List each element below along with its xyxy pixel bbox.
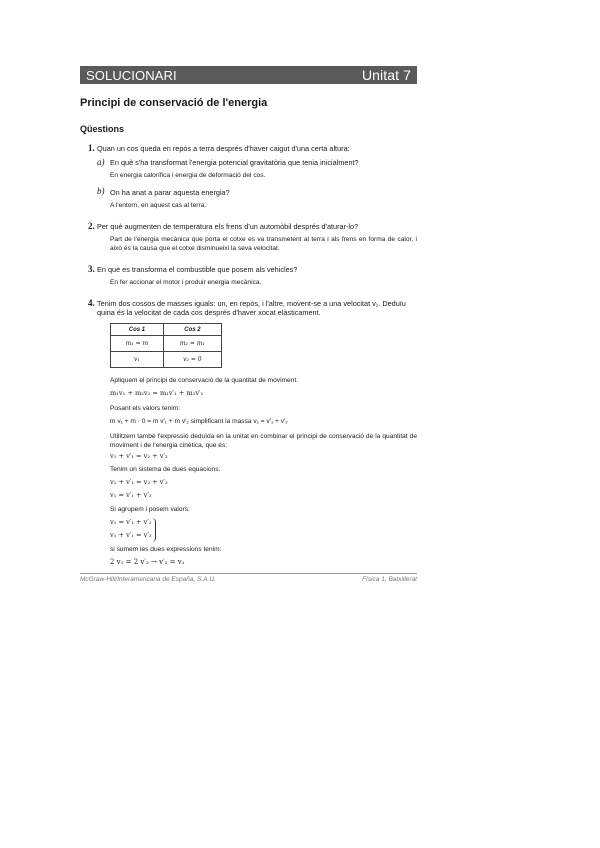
footer-rule [80,573,417,574]
q1b-answer: A l'entorn, en aquest cas al terra. [110,202,207,209]
q4-line-7: Tenim un sistema de dues equacions: [110,466,221,473]
q2-answer: Part de l'energia mecànica que porta el cotxe es va transmetent al terra i als frens en forma de calor, i això és la causa que el cotxe disminueixi la seva velocitat. [110,236,417,253]
table-cell: m₂ = m₁ [163,336,221,352]
header-right: Unitat 7 [361,67,411,83]
table-row [111,336,222,352]
table-header-row [111,324,222,336]
q4-equation-result: 2 v₁ = 2 v′₂ → v′₂ = v₁ [110,558,185,566]
q3-answer: En fer accionar el motor i produir energia mecànica. [110,279,262,286]
q4-equation-4: v₁ = v′₁ + v′₂ [110,518,152,526]
q4-equation-5: v₁ + v′₁ = v′₂ [110,531,152,539]
q1b-text: On ha anat a parar aquesta energia? [110,188,230,197]
q2-number: 2. [88,221,95,231]
q4-paragraph: Utilitzem també l'expressió deduïda en la unitat en combinar el principi de conservació de la quantitat de moviment i de l'energia cinètica, que és: [110,433,417,450]
q1a-answer: En energia calorífica i energia de deformació del cos. [110,172,266,179]
q4-number: 4. [88,298,95,308]
q4-text-line2: quina és la velocitat de cada cos després d'haver xocat elàsticament. [97,308,321,317]
footer-publisher: McGraw-Hill/Interamericana de España, S.A.U. [80,576,216,583]
header-bar [80,66,417,84]
page-title: Principi de conservació de l'energia [80,97,268,109]
q3-number: 3. [88,264,95,274]
q4-equation-2: v₁ + v′₁ = v₂ + v′₂ [110,478,168,486]
q2-text: Per què augmenten de temperatura els frens d'un automòbil després d'aturar-lo? [97,222,359,231]
q4-text-line1: Tenim dos cossos de masses iguals: un, en repòs, i l'altre, movent-se a una velocitat v₁. Deduïu [97,299,406,308]
table-cell: v₁ [111,352,164,368]
q1a-letter: a) [97,157,105,167]
footer-book: Física 1. Batxillerat [362,576,417,583]
q4-line-4: m v₁ + m · 0 = m v′₁ + m v′₂ simplificant la massa v₁ = v′₁ + v′₂ [110,418,288,425]
q4-line-1: Apliquem el principi de conservació de la quantitat de moviment. [110,377,299,384]
table-row [111,352,222,368]
table-cell: m₁ = m [111,336,164,352]
section-heading: Qüestions [80,124,125,134]
header-left: SOLUCIONARI [86,67,177,83]
q1-text: Quan un cos queda en repós a terra després d'haver caigut d'una certa altura: [97,144,350,153]
table-cell: v₂ = 0 [163,352,221,368]
bodies-table [110,323,222,368]
q3-text: En què es transforma el combustible que posem als vehicles? [97,265,298,274]
q4-equation-1: v₁ + v′₁ = v₂ + v′₂ [110,452,168,460]
system-brace [151,518,156,542]
q1-number: 1. [88,143,95,153]
q1a-text: En què s'ha transformat l'energia potencial gravitatòria que tenia inicialment? [110,158,359,167]
table-header-cell: Cos 1 [111,324,164,336]
q4-line-13: si sumem les dues expressions tenim: [110,546,222,553]
q4-equation-momentum: m₁v₁ + m₂v₂ = m₁v′₁ + m₂v′₂ [110,389,204,397]
q1b-letter: b) [97,186,105,196]
table-header-cell: Cos 2 [163,324,221,336]
q4-line-10: Si agrupem i posem valors: [110,506,190,513]
q4-line-3: Posant els valors tenim: [110,405,180,412]
q4-equation-3: v₁ = v′₁ + v′₂ [110,491,152,499]
